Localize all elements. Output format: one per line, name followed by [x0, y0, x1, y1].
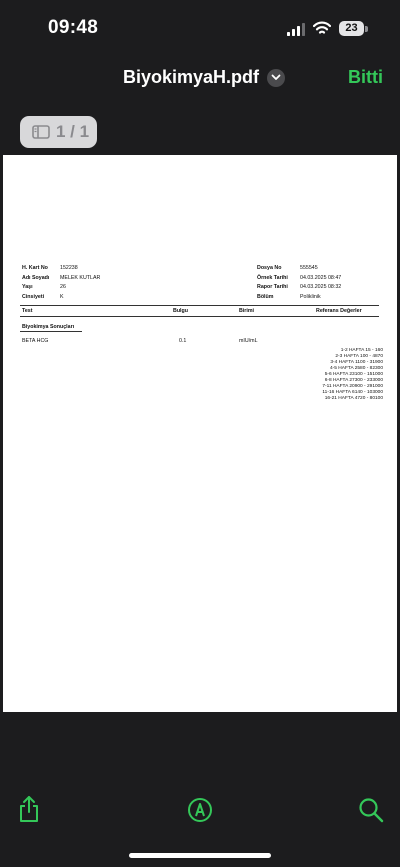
table-top-rule: [20, 305, 379, 306]
document-title: BiyokimyaH.pdf: [123, 67, 260, 87]
pdf-page[interactable]: [3, 155, 397, 712]
done-button[interactable]: Bitti: [348, 67, 383, 87]
reference-range-item: 1-2 HAFTA 15 - 160: [340, 348, 383, 353]
field-value-report-date: 04.03.2025 08:32: [300, 284, 342, 290]
field-label-department: Bölüm: [257, 294, 274, 300]
field-label-file-no: Dosya No: [257, 265, 282, 271]
column-header-unit: Birimi: [239, 308, 255, 314]
field-label-sample-date: Örnek Tarihi: [257, 275, 288, 281]
column-header-test: Test: [22, 308, 33, 314]
field-label-age: Yaşı: [22, 284, 33, 290]
field-value-card-no: 152238: [60, 265, 78, 271]
search-icon[interactable]: [358, 796, 384, 824]
table-header-rule: [20, 316, 379, 317]
field-label-report-date: Rapor Tarihi: [257, 284, 288, 290]
nav-bar: [0, 60, 400, 100]
battery-level: 23: [339, 21, 364, 36]
field-value-sample-date: 04.03.2025 08:47: [300, 275, 342, 281]
share-icon[interactable]: [16, 795, 42, 823]
wifi-icon: [313, 20, 331, 36]
status-time: 09:48: [48, 17, 99, 38]
section-title: Biyokimya Sonuçları: [22, 324, 75, 330]
result-row-test: BETA HCG: [22, 338, 49, 344]
reference-range-item: 5-6 HAFTA 23100 - 151000: [324, 372, 383, 378]
section-title-underline: [20, 331, 82, 332]
sidebar-thumbnails-icon: [32, 125, 50, 139]
battery-icon: [339, 21, 369, 38]
field-value-name: MELEK KUTLAR: [60, 275, 101, 281]
bottom-toolbar: [0, 780, 400, 840]
field-value-file-no: 555545: [300, 265, 318, 271]
reference-range-item: 4-5 HAFTA 2580 - 82300: [330, 366, 383, 372]
markup-pen-icon[interactable]: [187, 796, 213, 824]
home-indicator[interactable]: [129, 853, 271, 858]
status-bar: [0, 0, 400, 60]
page-indicator-label: 1 / 1: [56, 122, 90, 141]
reference-range-item: 6-8 HAFTA 27300 - 233000: [324, 378, 383, 384]
cellular-signal-icon: [287, 23, 305, 36]
reference-range-item: 3-4 HAFTA 1100 - 31900: [330, 360, 383, 366]
field-value-gender: K: [60, 294, 64, 300]
field-label-gender: Cinsiyeti: [22, 294, 45, 300]
reference-range-item: 16-21 HAFTA 4720 - 80100: [324, 396, 383, 402]
reference-ranges: [322, 348, 383, 402]
chevron-down-icon[interactable]: [267, 69, 285, 87]
page-indicator[interactable]: [20, 116, 97, 148]
document-title-menu[interactable]: [123, 67, 285, 88]
column-header-result: Bulgu: [173, 308, 189, 314]
result-row-unit: mIU/mL: [239, 338, 258, 344]
column-header-reference: Referans Değerler: [316, 308, 362, 314]
field-value-age: 26: [60, 284, 66, 290]
reference-range-item: 2-3 HAFTA 100 - 4870: [335, 354, 383, 360]
field-label-card-no: H. Kart No: [22, 265, 48, 271]
reference-range-item: 7-11 HAFTA 20900 - 291000: [322, 384, 383, 390]
reference-range-item: 11-16 HAFTA 6140 - 103000: [322, 390, 383, 396]
field-value-department: Poliklinik: [300, 294, 321, 300]
field-label-name: Adı Soyadı: [22, 275, 50, 281]
result-row-result: 0.1: [179, 338, 187, 344]
